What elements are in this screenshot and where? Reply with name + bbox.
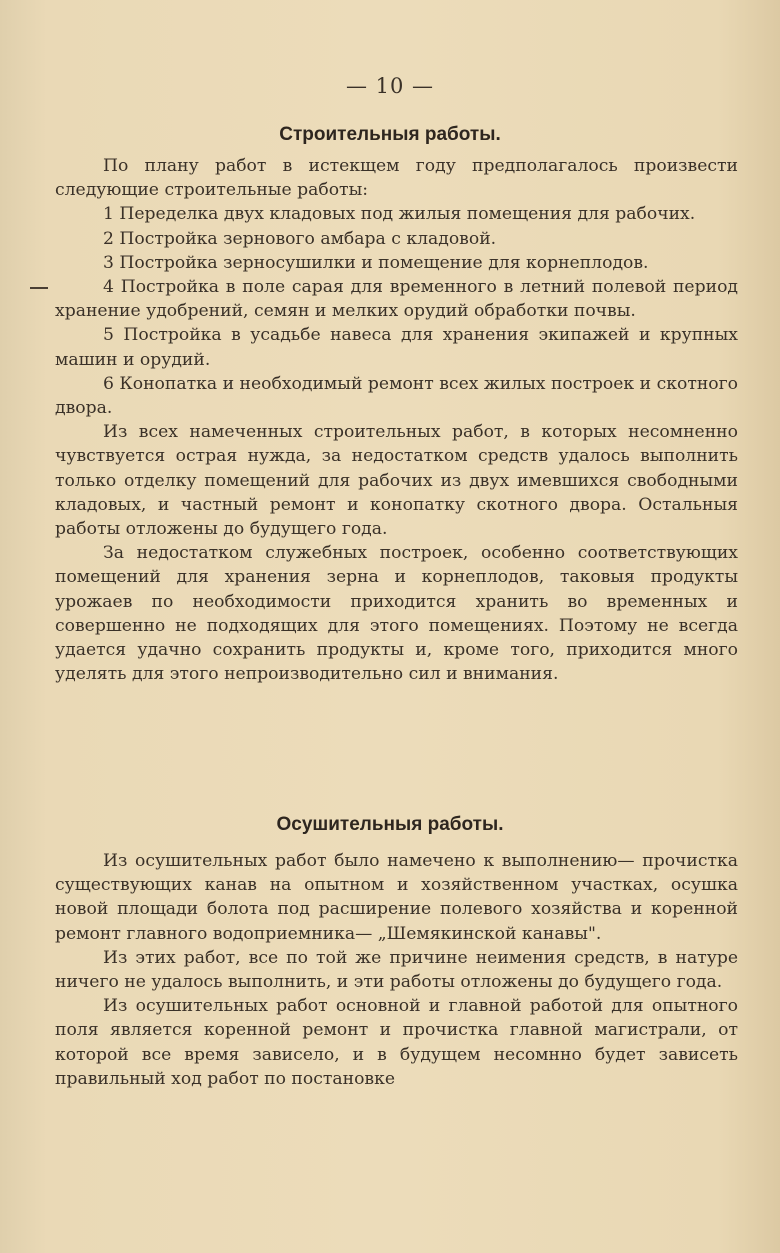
list-item: 2 Постройка зернового амбара с кладовой. [103,228,497,249]
list-item: 4 Постройка в поле сарая для временного в летний полевой период хранение удобрений, семян и мелких орудий обработки почвы. [55,277,738,322]
paragraph: Из осушительных работ было намечено к выполнению— прочистка существующих канав на опытном и хозяйственном участках, осушка новой площади болота под расширение полевого хозяйства и коренной ремонт главного водоприемника— „Шемякинской канавы". [55,851,738,944]
paragraph: За недостатком служебных построек, особенно соответствующих помещений для хранения зерна и корнеплодов, таковыя продукты урожаев по необходимости приходится хранить во временных и совершенно не подходящих для этого помещениях. Поэтому не всегда удается удачно сохранить продукты и, кроме того, приходится много уделять для этого непроизводительно сил и внимания. [55,543,738,685]
section-body-drainage [55,849,738,1091]
page-number: — 10 — [345,74,435,98]
list-item: 3 Постройка зерносушилки и помещение для корнеплодов. [103,252,649,273]
section-heading-drainage: Осушительныя работы. [276,814,504,835]
paragraph: По плану работ в истекщем году предполагалось произвести следующие строительные работы: [55,156,738,201]
paragraph: Из осушительных работ основной и главной работой для опытного поля является коренной ремонт и прочистка главной магистрали, от которой все время зависело, и в будущем несомнно будет зависеть правильный ход работ по постановке [55,996,738,1089]
list-item: 6 Конопатка и необходимый ремонт всех жилых построек и скотного двора. [55,373,738,419]
list-item: 1 Переделка двух кладовых под жилыя помещения для рабочих. [103,204,696,225]
paragraph: Из этих работ, все по той же причине неимения средств, в натуре ничего не удалось выполнить, и эти работы отложены до будущего года. [55,947,738,993]
margin-mark [30,287,48,289]
section-body-construction [55,154,738,686]
section-heading-construction: Строительныя работы. [279,124,501,145]
paragraph: Из всех намеченных строительных работ, в которых несомненно чувствуется острая нужда, за недостатком средств удалось выполнить только отделку помещений для рабочих из двух имевшихся свободными кладовых, и частный ремонт и конопатку скотного двора. Остальныя работы отложены до будущего года. [55,422,738,540]
list-item: 5 Постройка в усадьбе навеса для хранения экипажей и крупных машин и орудий. [55,325,738,370]
